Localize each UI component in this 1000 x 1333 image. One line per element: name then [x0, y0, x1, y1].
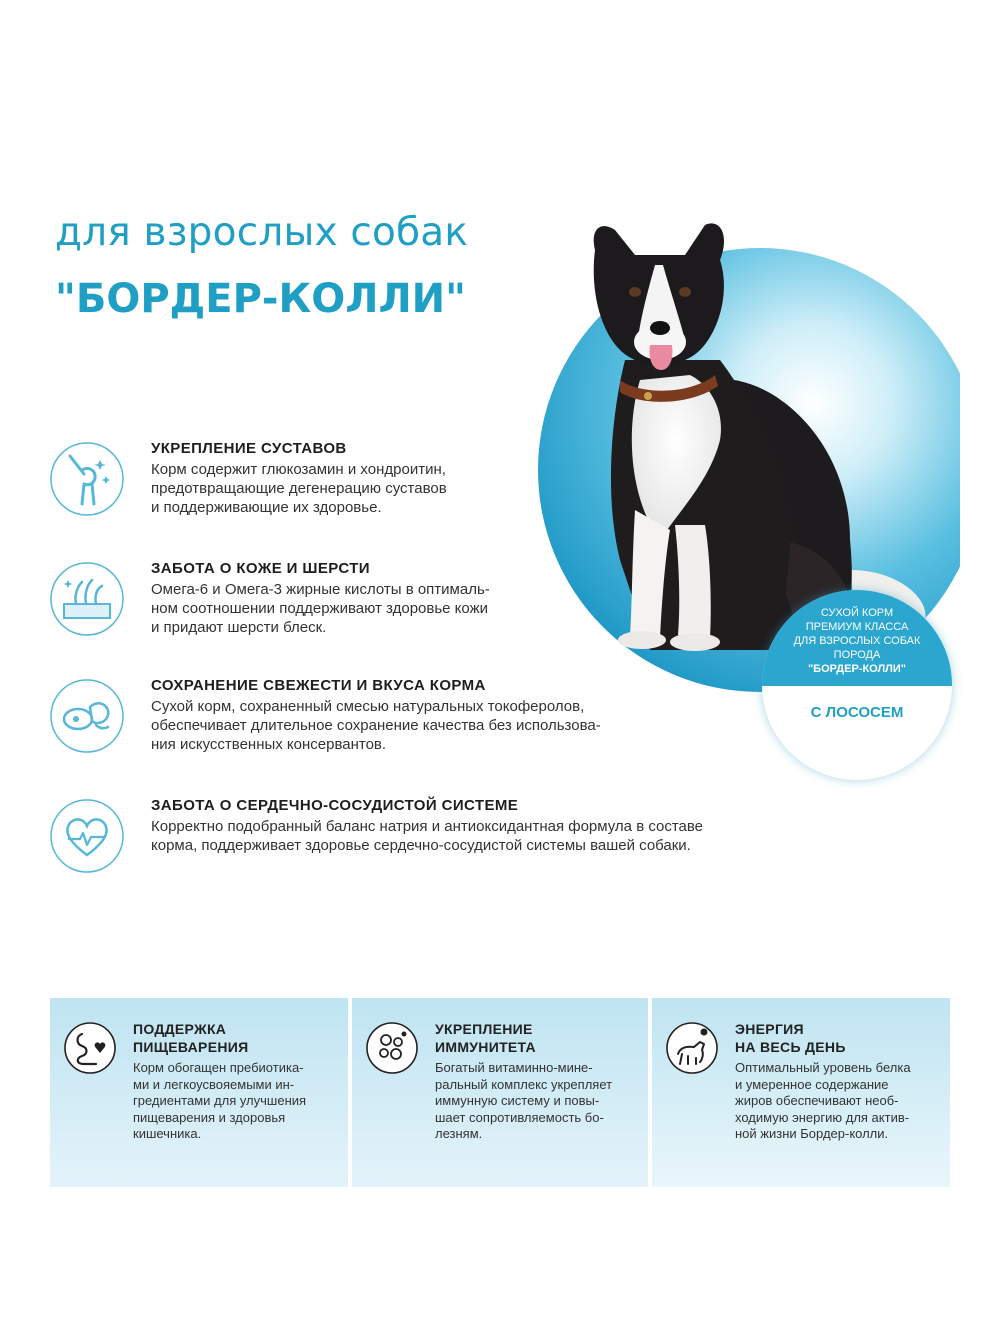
- panel-line: шает сопротивляемость бо-: [435, 1109, 604, 1125]
- feature-line: и придают шерсти блеск.: [151, 619, 327, 636]
- panel-immunity: [352, 998, 648, 1187]
- panel-line: гредиентами для улучшения: [133, 1093, 307, 1108]
- feature-title: УКРЕПЛЕНИЕ СУСТАВОВ: [151, 440, 347, 457]
- feature-line: предотвращающие дегенерацию суставов: [151, 480, 447, 497]
- panel-digestion: [50, 998, 348, 1187]
- feature-line: ном соотношении поддерживают здоровье кожи: [151, 600, 488, 617]
- feature-line: Корректно подобранный баланс натрия и антиоксидантная формула в составе: [151, 818, 704, 835]
- feature-line: корма, поддерживает здоровье сердечно-сосудистой системы вашей собаки.: [151, 837, 691, 854]
- badge-line: ПОРОДА: [833, 649, 881, 661]
- badge-flavor: С ЛОСОСЕМ: [810, 704, 904, 721]
- panel-line: иммунную систему и повы-: [435, 1093, 600, 1108]
- heart-icon: [48, 797, 126, 875]
- panel-line: и умеренное содержание: [735, 1076, 889, 1092]
- product-badge: [762, 590, 952, 780]
- panel-line: Оптимальный уровень белка: [735, 1060, 911, 1075]
- badge-line: ПРЕМИУМ КЛАССА: [805, 621, 909, 633]
- feature-title: СОХРАНЕНИЕ СВЕЖЕСТИ И ВКУСА КОРМА: [151, 677, 486, 694]
- feature-line: обеспечивает длительное сохранение качества без использова-: [151, 717, 601, 734]
- panel-title-line: ПОДДЕРЖКА: [133, 1021, 227, 1037]
- page-title-line2: "БОРДЕР-КОЛЛИ": [55, 276, 466, 322]
- badge-breed: "БОРДЕР-КОЛЛИ": [807, 663, 907, 675]
- feature-line: ния искусственных консервантов.: [151, 736, 387, 753]
- panel-line: кишечника.: [133, 1126, 202, 1141]
- panel-title-line: УКРЕПЛЕНИЕ: [435, 1021, 533, 1037]
- panel-line: лезням.: [435, 1126, 483, 1141]
- badge-line: ДЛЯ ВЗРОСЛЫХ СОБАК: [793, 635, 921, 647]
- feature-line: Корм содержит глюкозамин и хондроитин,: [151, 461, 446, 478]
- panel-line: пищеварения и здоровья: [133, 1109, 286, 1125]
- freshness-icon: [48, 677, 126, 755]
- feature-line: Сухой корм, сохраненный смесью натуральных токоферолов,: [151, 698, 585, 715]
- panel-line: ральный комплекс укрепляет: [435, 1076, 613, 1092]
- panel-line: жиров обеспечивают необ-: [735, 1093, 899, 1108]
- digestion-icon: [62, 1020, 118, 1076]
- feature-line: и поддерживающие их здоровье.: [151, 499, 382, 516]
- panel-line: ной жизни Бордер-колли.: [735, 1126, 889, 1141]
- panel-line: ходимую энергию для актив-: [735, 1109, 910, 1125]
- panel-line: Богатый витаминно-мине-: [435, 1060, 593, 1075]
- panel-title-line: НА ВЕСЬ ДЕНЬ: [735, 1039, 846, 1055]
- feature-title: ЗАБОТА О СЕРДЕЧНО-СОСУДИСТОЙ СИСТЕМЕ: [151, 797, 519, 814]
- panel-title-line: ПИЩЕВАРЕНИЯ: [133, 1039, 249, 1055]
- badge-description: [762, 590, 952, 686]
- panel-title-line: ИММУНИТЕТА: [435, 1039, 536, 1055]
- energy-dog-icon: [664, 1020, 720, 1076]
- badge-line: СУХОЙ КОРМ: [820, 607, 894, 619]
- feature-line: Омега-6 и Омега-3 жирные кислоты в оптималь-: [151, 581, 490, 598]
- benefit-panels: [50, 998, 950, 1187]
- page-title-line1: для взрослых собак: [55, 210, 469, 255]
- immunity-icon: [364, 1020, 420, 1076]
- feature-title: ЗАБОТА О КОЖЕ И ШЕРСТИ: [151, 560, 370, 577]
- panel-title-line: ЭНЕРГИЯ: [735, 1021, 804, 1037]
- panel-line: ми и легкоусвояемыми ин-: [133, 1076, 295, 1092]
- panel-line: Корм обогащен пребиотика-: [133, 1060, 304, 1075]
- joint-icon: [48, 440, 126, 518]
- panel-energy: [652, 998, 950, 1187]
- skin-hair-icon: [48, 560, 126, 638]
